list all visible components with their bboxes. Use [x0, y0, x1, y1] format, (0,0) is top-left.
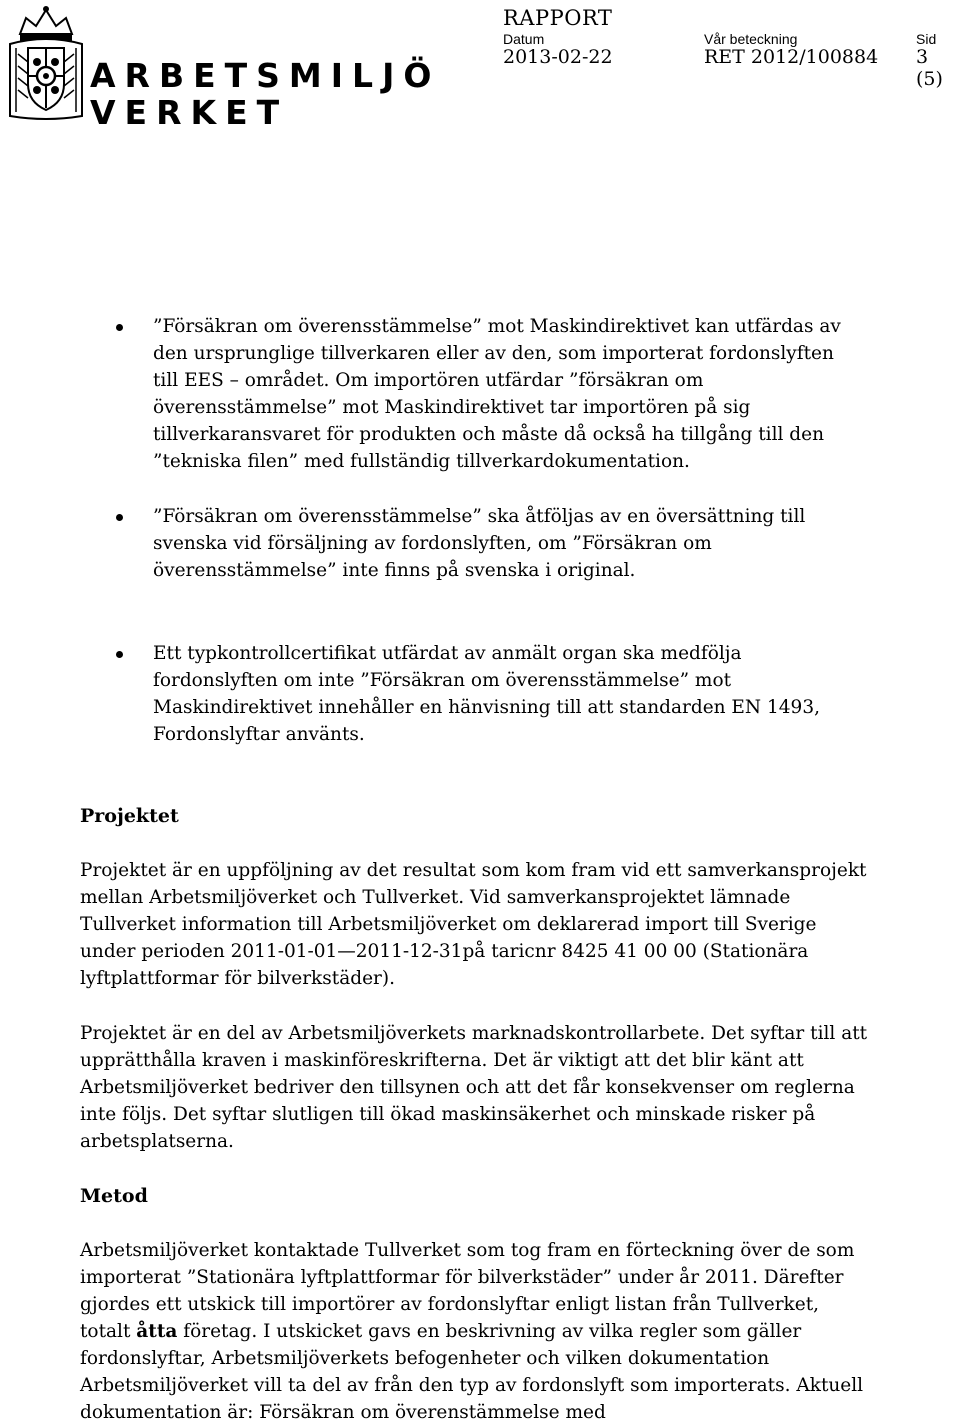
date-label: Datum	[503, 31, 545, 47]
list-item-text: ”Försäkran om överensstämmelse” mot Maskindirektivet kan utfärdas av den ursprunglige tillverkaren eller av den, som importerat fordonslyften till EES – området. Om importören utfärdar ”försäkran om överensstämmelse” mot Maskindirektivet tar importören på sig tillverkaransvaret för produkten och måste då också ha tillgång till den ”tekniska filen” med fullständig tillverkardokumentation.	[153, 316, 841, 472]
bullet-icon	[116, 324, 123, 331]
date-value: 2013-02-22	[503, 46, 613, 68]
section-heading-projektet: Projektet	[80, 805, 179, 827]
projektet-paragraph-2: Projektet är en del av Arbetsmiljöverkets marknadskontrollarbete. Det syftar till att upprätthålla kraven i maskinföreskrifterna. Det är viktigt att det blir känt att Arbetsmiljöverket bedriver den tillsynen och att det får konsekvenser om reglerna inte följs. Det syftar slutligen till ökad maskinsäkerhet och minskade risker på arbetsplatserna.	[80, 1023, 868, 1152]
list-item-text: Ett typkontrollcertifikat utfärdat av anmält organ ska medfölja fordonslyften om inte ”Försäkran om överensstämmelse” mot Maskindirektivet innehåller en hänvisning till att standarden EN 1493, Fordonslyftar använts.	[153, 643, 820, 745]
metod-text-part-b: företag. I utskicket gavs en beskrivning av vilka regler som gäller fordonslyftar, Arbetsmiljöverkets befogenheter och vilken dokumentation Arbetsmiljöverket vill ta del av från den typ av fordonslyft som importerats. Aktuell dokumentation är: Försäkran om överenstämmelse med	[80, 1321, 864, 1423]
section-heading-metod: Metod	[80, 1185, 148, 1207]
royal-crest-icon	[6, 4, 86, 122]
metod-text-bold: åtta	[136, 1321, 178, 1342]
logo-wordmark-line1: ARBETSMILJÖ	[90, 56, 441, 95]
document-type: RAPPORT	[503, 6, 613, 30]
list-item	[153, 640, 853, 748]
list-item-text: ”Försäkran om överensstämmelse” ska åtföljas av en översättning till svenska vid försäljning av fordonslyften, om ”Försäkran om överensstämmelse” inte finns på svenska i original.	[153, 506, 806, 581]
projektet-paragraph-1: Projektet är en uppföljning av det resultat som kom fram vid ett samverkansprojekt mellan Arbetsmiljöverket och Tullverket. Vid samverkansprojektet lämnade Tullverket information till Arbetsmiljöverket om deklarerad import till Sverige under perioden 2011-01-01—2011-12-31på taricnr 8425 41 00 00 (Stationära lyftplattformar för bilverkstäder).	[80, 860, 867, 989]
agency-logo	[4, 4, 441, 132]
reference-value: RET 2012/100884	[704, 46, 879, 68]
metod-text-part-a: Arbetsmiljöverket kontaktade Tullverket som tog fram en förteckning över de som importerat ”Stationära lyftplattformar för bilverkstäder” under år 2011. Därefter gjordes ett utskick till importörer av fordonslyftar enligt listan från Tullverket, totalt	[80, 1240, 855, 1342]
page-label: Sid	[916, 31, 937, 47]
list-item	[153, 503, 853, 584]
page-number: 3 (5)	[916, 46, 943, 90]
metod-paragraph-1	[80, 1237, 870, 1426]
bullet-icon	[116, 514, 123, 521]
reference-label: Vår beteckning	[704, 31, 798, 47]
logo-wordmark-line2: VERKET	[90, 93, 289, 132]
list-item	[153, 313, 853, 475]
bullet-icon	[116, 651, 123, 658]
